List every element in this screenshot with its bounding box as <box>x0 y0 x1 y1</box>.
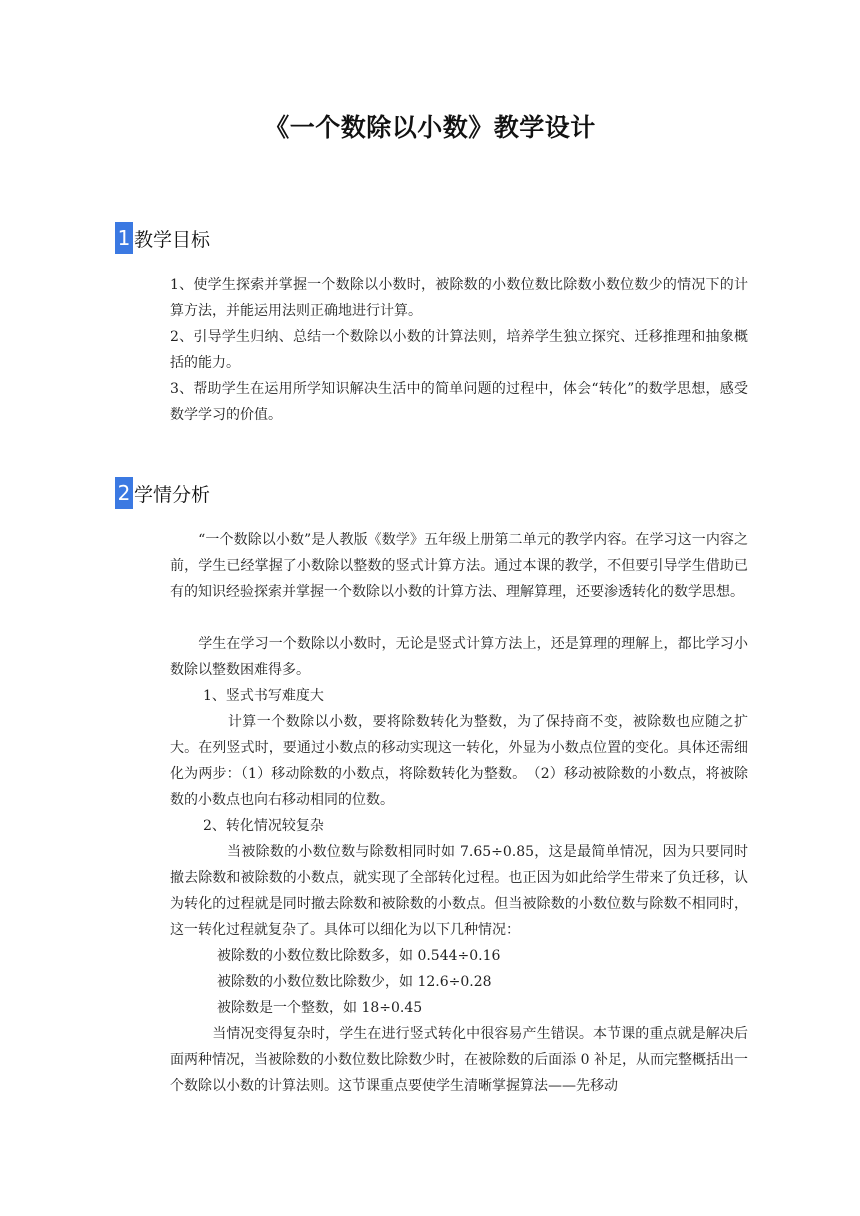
goal-item-3: 3、帮助学生在运用所学知识解决生活中的简单问题的过程中，体会“转化”的数学思想，感受数学学习的价值。 <box>170 381 748 423</box>
section-heading-text: 学情分析 <box>134 483 211 506</box>
subheading-difficulty: 1、竖式书写难度大 <box>203 688 324 704</box>
subheading-complexity: 2、转化情况较复杂 <box>203 818 324 834</box>
analysis-paragraph-2: 学生在学习一个数除以小数时，无论是竖式计算方法上，还是算理的理解上，都比学习小数除以整数困难得多。 <box>170 636 748 678</box>
case-item-1: 被除数的小数位数比除数多，如 0.544÷0.16 <box>217 948 501 964</box>
page-title: 《一个数除以小数》教学设计 <box>264 113 596 142</box>
section-heading-learning-analysis <box>115 477 210 509</box>
section-heading-teaching-goals <box>115 222 210 254</box>
goal-item-2: 2、引导学生归纳、总结一个数除以小数的计算法则，培养学生独立探究、迁移推理和抽象概括的能力。 <box>170 329 748 371</box>
goal-item-1: 1、使学生探索并掌握一个数除以小数时，被除数的小数位数比除数小数位数少的情况下的计算方法，并能运用法则正确地进行计算。 <box>170 277 748 319</box>
analysis-paragraph-4: 当被除数的小数位数与除数相同时如 7.65÷0.85，这是最简单情况，因为只要同时撤去除数和被除数的小数点，就实现了全部转化过程。也正因为如此给学生带来了负迁移，认为转化的过程就是同时撤去除数和被除数的小数点。但当被除数的小数位数与除数不相同时，这一转化过程就复杂了。具体可以细化为以下几种情况： <box>170 844 748 938</box>
analysis-paragraph-3: 计算一个数除以小数，要将除数转化为整数，为了保持商不变，被除数也应随之扩大。在列竖式时，要通过小数点的移动实现这一转化，外显为小数点位置的变化。具体还需细化为两步：（1）移动除数的小数点，将除数转化为整数。 （2）移动被除数的小数点，将被除数的小数点也向右移动相同的位数。 <box>170 714 748 808</box>
section-number-badge: 2 <box>115 477 133 509</box>
case-item-2: 被除数的小数位数比除数少，如 12.6÷0.28 <box>217 974 492 990</box>
analysis-paragraph-1: “一个数除以小数”是人教版《数学》五年级上册第二单元的教学内容。在学习这一内容之前，学生已经掌握了小数除以整数的竖式计算方法。通过本课的教学，不但要引导学生借助已有的知识经验探索并掌握一个数除以小数的计算方法、理解算理，还要渗透转化的数学思想。 <box>170 532 748 600</box>
analysis-paragraph-5: 当情况变得复杂时，学生在进行竖式转化中很容易产生错误。本节课的重点就是解决后面两种情况，当被除数的小数位数比除数少时，在被除数的后面添 0 补足，从而完整概括出一个数除以小数的计算法则。这节课重点要使学生清晰掌握算法——先移动 <box>170 1026 748 1094</box>
section-heading-text: 教学目标 <box>134 228 211 251</box>
case-item-3: 被除数是一个整数，如 18÷0.45 <box>217 1000 423 1016</box>
section-number-badge: 1 <box>115 222 133 254</box>
